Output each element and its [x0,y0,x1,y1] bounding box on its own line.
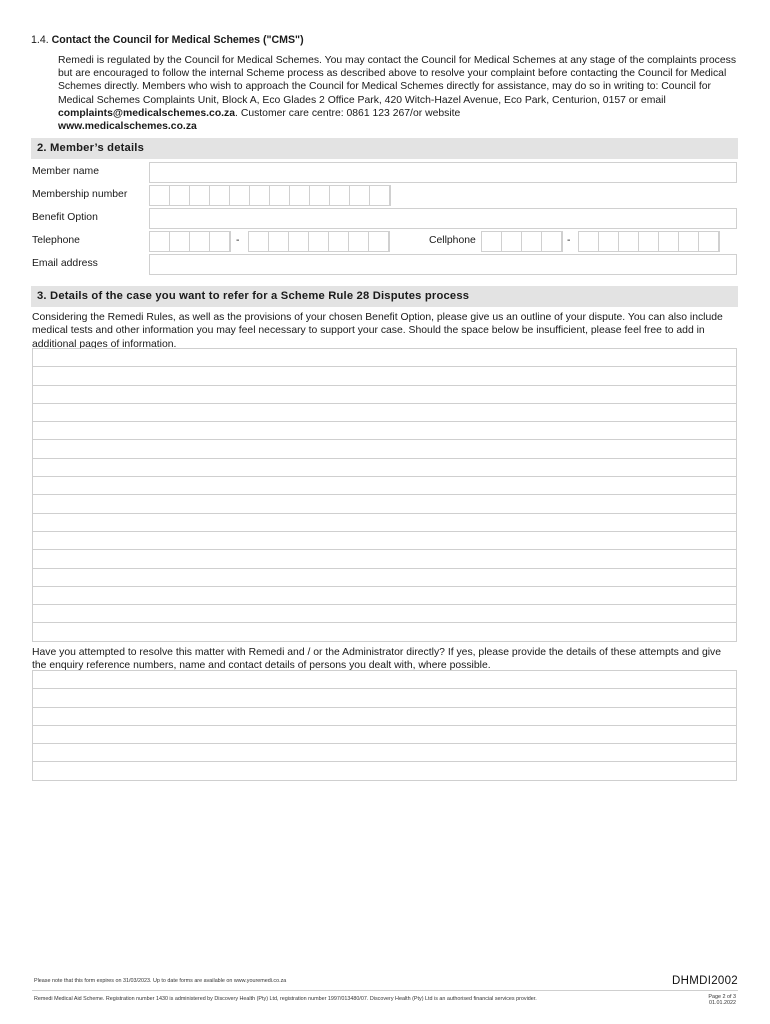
expiry-note: Please note that this form expires on 31/03/2023. Up to date forms are available on www.youremedi.co.za [34,978,287,984]
cellphone-label: Cellphone [429,235,476,246]
benefit-option-label: Benefit Option [32,212,98,223]
membership-number-label: Membership number [32,189,128,200]
page-number: Page 2 of 3 [708,994,736,1000]
cms-body-text: Remedi is regulated by the Council for Medical Schemes. You may contact the Council for Medical Schemes at any stage of the complaints process but are encouraged to follow the internal Scheme process as described above to resolve your complaint before contacting the Council for Medical Schemes directly. Members who wish to approach the Council for Medical Schemes directly for assistance, may do so in writing to: Council for Medical Schemes Complaints Unit, Block A, Eco Glades 2 Office Park, 420 Witch-Hazel Avenue, Eco Park, Centurion, 0157 or email [58,55,737,106]
telephone-dash: - [236,235,240,246]
email-address-label: Email address [32,258,98,269]
member-name-field[interactable] [149,162,737,183]
attempts-details-field[interactable] [32,670,737,781]
telephone-area-code-field[interactable] [149,231,231,252]
case-details-intro: Considering the Remedi Rules, as well as the provisions of your chosen Benefit Option, please give us an outline of your dispute. You can also include medical tests and other information you may feel necessary to support your case. Should the space below be insufficient, please feel free to add in additional pages of information. [32,312,723,350]
cms-email-link[interactable]: complaints@medicalschemes.co.za [58,107,236,119]
email-address-field[interactable] [149,254,737,275]
case-details-heading: 3. Details of the case you want to refer for a Scheme Rule 28 Disputes process [31,286,738,307]
attempts-question: Have you attempted to resolve this matter with Remedi and / or the Administrator directly? If yes, please provide the details of these attempts and give the enquiry reference numbers, name and contact details of persons you dealt with, where possible. [32,647,722,672]
cellphone-number-field[interactable] [578,231,720,252]
form-date: 01.01.2022 [709,1000,736,1006]
membership-number-field[interactable] [149,185,391,206]
cms-website-link[interactable]: www.medicalschemes.co.za [58,121,197,133]
registration-note: Remedi Medical Aid Scheme. Registration number 1430 is administered by Discovery Health (Pty) Ltd, registration number 1997/013480/07. Discovery Health (Pty) Ltd is an authorised financial services provider. [34,996,537,1002]
telephone-label: Telephone [32,235,80,246]
cms-care-text: . Customer care centre: 0861 123 267/or website [235,107,461,119]
benefit-option-field[interactable] [149,208,737,229]
cellphone-dash: - [567,235,571,246]
telephone-number-field[interactable] [248,231,390,252]
dispute-outline-field[interactable] [32,348,737,642]
member-name-label: Member name [32,166,99,177]
form-code: DHMDI2002 [672,975,738,987]
cellphone-prefix-field[interactable] [481,231,563,252]
section-number: 1.4. [31,34,49,46]
cms-paragraph [58,54,738,133]
section-1-4-title [31,34,304,46]
member-details-heading: 2. Member’s details [31,138,738,159]
footer-divider [32,990,738,991]
section-title: Contact the Council for Medical Schemes ("CMS") [51,34,304,46]
